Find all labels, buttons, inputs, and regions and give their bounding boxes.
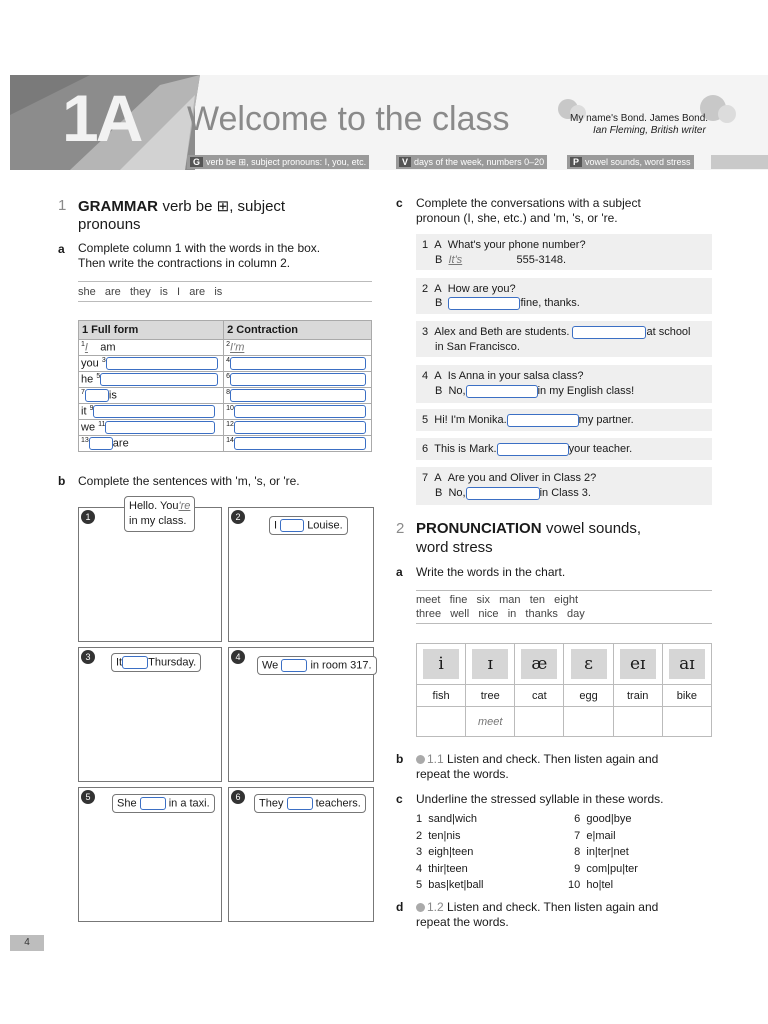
answer-field[interactable] [281, 659, 307, 672]
bubble-text: She [117, 797, 137, 810]
speaker-label: A [434, 239, 442, 251]
exercise-letter: c [396, 196, 403, 210]
sound-keyword: tree [466, 685, 515, 707]
picture-number: 1 [81, 510, 95, 524]
speaker-label: A [434, 283, 442, 295]
exercise-letter: b [58, 474, 66, 488]
bubble-text: in room 317. [310, 659, 372, 672]
divider [78, 281, 372, 282]
item-number: 7 [574, 829, 581, 842]
speech-bubble [112, 794, 215, 813]
example-answer: I'm [230, 341, 245, 354]
conversation-item [416, 234, 712, 270]
section-subtitle-line2: pronouns [78, 216, 141, 233]
item-number: 4 [416, 862, 423, 875]
item-number: 2 [422, 283, 429, 295]
tag-bar-end [711, 155, 768, 169]
answer-field[interactable] [106, 357, 218, 370]
section-number: 2 [396, 520, 405, 537]
speech-bubble [111, 653, 201, 672]
instruction-text: Listen and check. Then listen again and [447, 752, 659, 766]
picture-panel-6 [228, 787, 374, 922]
answer-field[interactable] [280, 519, 304, 532]
column-header: 2 Contraction [224, 321, 372, 340]
item-number: 1 [416, 813, 423, 825]
speech-bubble [257, 656, 377, 675]
tag-text: days of the week, numbers 0–20 [414, 157, 545, 167]
tag-letter: V [399, 157, 411, 167]
fish-icon: i [423, 649, 459, 679]
bubble-text: They [259, 797, 284, 810]
tag-pronunciation [567, 155, 694, 169]
dialogue-text: No, [448, 385, 466, 397]
answer-cell[interactable] [466, 707, 515, 737]
stress-word: eigh|teen [428, 846, 474, 858]
answer-field[interactable] [497, 443, 569, 456]
conversation-item [416, 365, 712, 403]
speech-bubble [269, 516, 348, 535]
page-number: 4 [10, 935, 44, 951]
section-subtitle: verb be ⊞, subject [162, 198, 286, 215]
divider [416, 623, 712, 624]
audio-icon[interactable] [416, 755, 425, 764]
item-number: 4 [226, 356, 231, 364]
exercise-letter: c [396, 792, 403, 806]
item-number: 2 [416, 829, 423, 842]
conversation-item [416, 438, 712, 460]
exercise-letter: d [396, 900, 404, 914]
item-number: 6 [574, 813, 581, 825]
instruction-line: repeat the words. [416, 767, 509, 781]
picture-number: 3 [81, 650, 95, 664]
cell-text: am [100, 341, 116, 354]
page-title: Welcome to the class [187, 100, 510, 138]
dialogue-text: This is Mark. [434, 443, 497, 455]
bubble-text: in a taxi. [168, 797, 210, 810]
dialogue-text: How are you? [447, 283, 516, 295]
cat-icon: æ [521, 649, 557, 679]
tag-letter: P [570, 157, 582, 167]
item-number: 5 [416, 879, 423, 891]
dialogue-text: 555-3148. [516, 254, 567, 266]
sound-keyword: cat [515, 685, 564, 707]
bubble-text: Hello. You [129, 500, 179, 512]
example-answer: 're [178, 500, 191, 512]
instruction-line: repeat the words. [416, 915, 509, 929]
instruction-line: pronoun (I, she, etc.) and 'm, 's, or 're. [416, 211, 618, 225]
cell-text: he [81, 373, 94, 386]
tag-letter: G [190, 157, 203, 167]
answer-cell[interactable] [515, 707, 564, 737]
dialogue-text: in my English class! [537, 385, 635, 397]
answer-field[interactable] [234, 405, 366, 418]
item-number: 8 [226, 388, 231, 396]
answer-cell[interactable] [564, 707, 613, 737]
exercise-letter: b [396, 752, 404, 766]
stress-word: bas|ket|ball [428, 879, 484, 891]
dialogue-text: Hi! I'm Monika. [434, 414, 507, 426]
item-number: 1 [422, 239, 429, 251]
speech-bubble [254, 794, 366, 813]
answer-field[interactable] [230, 389, 366, 402]
answer-cell[interactable] [613, 707, 662, 737]
bike-icon: aɪ [669, 649, 705, 679]
dialogue-text: What's your phone number? [447, 239, 586, 251]
answer-field[interactable] [140, 797, 166, 810]
dialogue-text: in San Francisco. [435, 341, 520, 353]
item-number: 3 [416, 846, 423, 858]
stress-list-right [568, 811, 638, 894]
answer-cell[interactable] [417, 707, 466, 737]
speech-bubble [124, 496, 195, 532]
cell-text: is [108, 389, 117, 402]
section-subtitle-line2: word stress [416, 539, 493, 556]
item-number: 2 [226, 341, 231, 349]
speaker-label: B [435, 385, 443, 397]
picture-panel-1 [78, 500, 222, 642]
item-number: 9 [89, 404, 94, 412]
conversation-item [416, 321, 712, 357]
section-title: PRONUNCIATION [416, 520, 542, 537]
answer-field[interactable] [234, 421, 366, 434]
grammar-table [78, 320, 372, 452]
bubble-text: Thursday. [148, 656, 197, 669]
bubble-text: I [274, 519, 278, 532]
tag-vocabulary [396, 155, 547, 169]
divider [416, 590, 712, 591]
table-row [79, 420, 372, 436]
sound-keyword: train [613, 685, 662, 707]
instruction-line: Complete the conversations with a subject [416, 196, 641, 210]
answer-field[interactable] [448, 297, 520, 310]
table-row [79, 436, 372, 452]
item-number: 11 [98, 420, 106, 428]
instruction-line: Then write the contractions in column 2. [78, 256, 291, 270]
answer-field[interactable] [89, 437, 113, 450]
cell-text: we [81, 421, 96, 434]
section-number: 1 [58, 197, 67, 214]
speaker-label: B [435, 254, 443, 266]
answer-field[interactable] [466, 487, 540, 500]
cell-text: it [81, 405, 87, 418]
conversation-item [416, 278, 712, 314]
item-number: 3 [422, 326, 429, 338]
table-row [79, 404, 372, 420]
dialogue-text: Alex and Beth are students. [434, 326, 570, 338]
table-row [79, 388, 372, 404]
track-number: 1.2 [427, 900, 444, 914]
dialogue-text: Is Anna in your salsa class? [447, 370, 584, 382]
dialogue-text: your teacher. [568, 443, 633, 455]
exercise-letter: a [396, 565, 403, 579]
item-number: 8 [574, 846, 581, 858]
word-box: three well nice in thanks day [416, 608, 585, 620]
stress-word: thir|teen [428, 862, 468, 875]
bubble-text: in my class. [129, 515, 187, 527]
answer-field[interactable] [85, 389, 109, 402]
exercise-letter: a [58, 242, 65, 256]
stress-word: good|bye [586, 813, 632, 825]
section-subtitle: vowel sounds, [546, 520, 642, 537]
answer-field[interactable] [230, 373, 366, 386]
stress-word: e|mail [586, 829, 616, 842]
column-header: 1 Full form [79, 321, 224, 340]
audio-icon[interactable] [416, 903, 425, 912]
item-number: 1 [81, 341, 85, 349]
track-number: 1.1 [427, 752, 444, 766]
sound-keyword: fish [417, 685, 466, 707]
instruction-line [416, 752, 658, 767]
table-row [79, 356, 372, 372]
bubble-text: Louise. [307, 519, 343, 532]
answer-field[interactable] [466, 385, 538, 398]
dialogue-text: Are you and Oliver in Class 2? [447, 472, 597, 484]
tag-text: verb be ⊞, subject pronouns: I, you, etc. [206, 157, 367, 167]
table-row [79, 340, 372, 356]
quote-text: My name's Bond. James Bond. [570, 113, 709, 124]
train-icon: eɪ [620, 649, 656, 679]
dialogue-text: my partner. [578, 414, 634, 426]
sound-keyword: bike [662, 685, 711, 707]
section-heading [78, 197, 368, 216]
example-answer: meet [478, 715, 503, 728]
speaker-label: B [435, 487, 443, 499]
tag-text: vowel sounds, word stress [585, 157, 691, 167]
example-answer: I [84, 341, 88, 354]
answer-field[interactable] [234, 437, 366, 450]
instruction-line: Complete the sentences with 'm, 's, or 're. [78, 474, 300, 488]
item-number: 6 [226, 372, 231, 380]
stress-list-left [416, 811, 484, 894]
picture-panel-4 [228, 647, 374, 782]
item-number: 6 [422, 443, 429, 455]
example-answer: It's [448, 254, 463, 266]
section-title: GRAMMAR [78, 198, 158, 215]
item-number: 10 [226, 404, 234, 412]
instruction-line [416, 900, 658, 915]
picture-panel-2 [228, 507, 374, 642]
speaker-label: A [434, 370, 442, 382]
word-box: she are they is I are is [78, 286, 223, 298]
item-number: 12 [226, 420, 234, 428]
answer-field[interactable] [105, 421, 215, 434]
dialogue-text: at school [646, 326, 691, 338]
tag-grammar [187, 155, 369, 169]
bubble-text: We [262, 659, 279, 672]
item-number: 9 [574, 862, 581, 875]
instruction-line: Complete column 1 with the words in the box. [78, 241, 321, 255]
stress-word: sand|wich [428, 813, 477, 825]
stress-word: ho|tel [586, 879, 614, 891]
item-number: 13 [81, 436, 89, 444]
answer-field[interactable] [572, 326, 646, 339]
quote-author: Ian Fleming, British writer [593, 125, 706, 136]
divider [78, 301, 372, 302]
dialogue-text: in Class 3. [539, 487, 591, 499]
speaker-label: A [434, 472, 442, 484]
item-number: 14 [226, 436, 234, 444]
bubble-text: teachers. [315, 797, 361, 810]
item-number: 3 [101, 356, 106, 364]
item-number: 7 [422, 472, 429, 484]
egg-icon: ɛ [571, 649, 607, 679]
answer-cell[interactable] [662, 707, 711, 737]
answer-field[interactable] [230, 357, 366, 370]
stress-word: in|ter|net [586, 846, 629, 858]
item-number: 4 [422, 370, 429, 382]
dialogue-text: fine, thanks. [520, 297, 580, 309]
instruction-text: Listen and check. Then listen again and [447, 900, 659, 914]
picture-number: 2 [231, 510, 245, 524]
cell-text: you [81, 357, 99, 370]
bubble-text: It [116, 656, 123, 669]
item-number: 5 [96, 372, 101, 380]
answer-field[interactable] [93, 405, 215, 418]
item-number: 10 [568, 879, 581, 891]
picture-number: 4 [231, 650, 245, 664]
conversation-item [416, 409, 712, 431]
dialogue-text: No, [448, 487, 466, 499]
answer-field[interactable] [507, 414, 579, 427]
item-number: 5 [422, 414, 429, 426]
picture-number: 6 [231, 790, 245, 804]
item-number: 7 [81, 388, 85, 396]
speaker-label: B [435, 297, 443, 309]
picture-panel-5 [78, 787, 222, 922]
picture-number: 5 [81, 790, 95, 804]
tree-icon: ɪ [472, 649, 508, 679]
sounds-chart [416, 643, 712, 737]
instruction-line: Write the words in the chart. [416, 565, 566, 579]
word-box: meet fine six man ten eight [416, 594, 579, 606]
table-row [79, 372, 372, 388]
unit-number: 1A [62, 81, 141, 155]
answer-field[interactable] [100, 373, 218, 386]
cell-text: are [112, 437, 129, 450]
answer-field[interactable] [122, 656, 148, 669]
section-heading [416, 520, 716, 538]
instruction-line: Underline the stressed syllable in these words. [416, 792, 664, 806]
stress-word: ten|nis [428, 829, 461, 842]
picture-panel-3 [78, 647, 222, 782]
sound-keyword: egg [564, 685, 613, 707]
conversation-item [416, 467, 712, 505]
stress-word: com|pu|ter [586, 862, 638, 875]
answer-field[interactable] [287, 797, 313, 810]
